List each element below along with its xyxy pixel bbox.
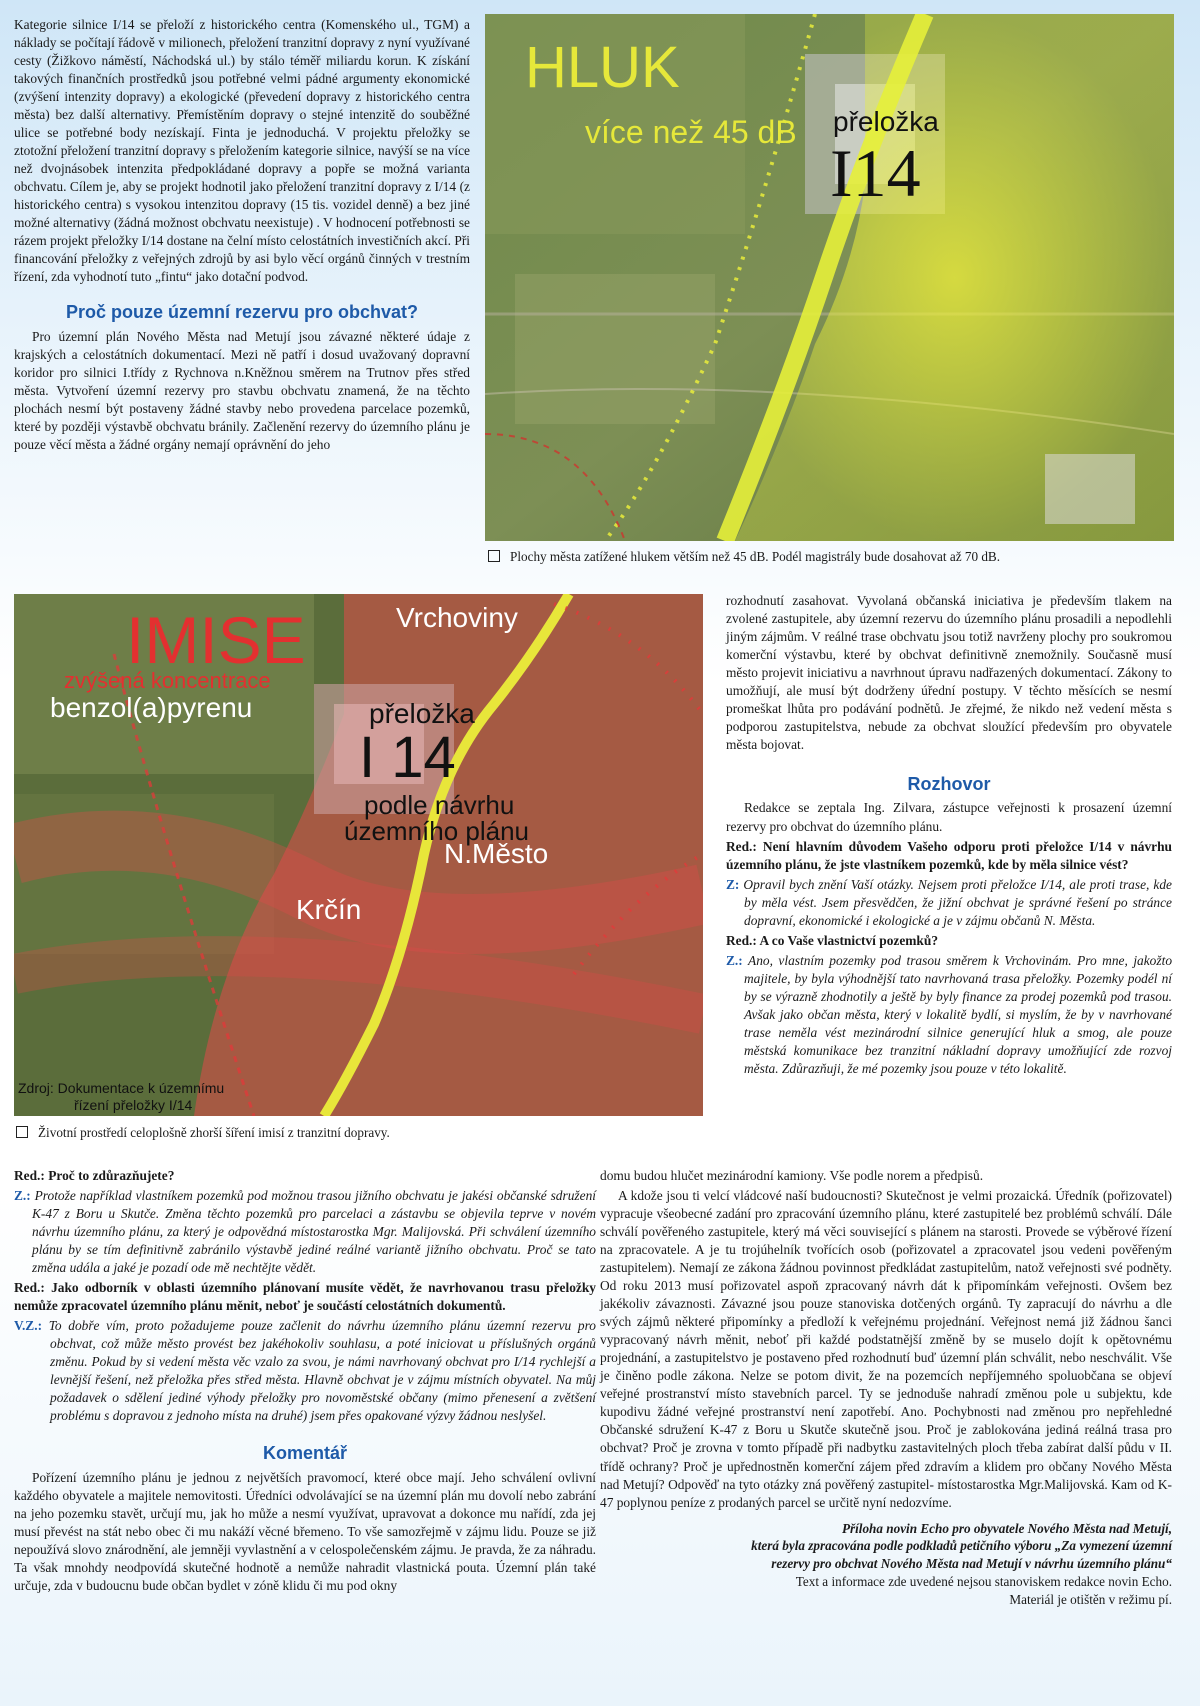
interview-answer-4: V.Z.: To dobře vím, proto požadujeme pouze začlenit do návrhu územního plánu územní rezervu pro obchvat, což může město provést bez jakéhokoliv souhlasu, a poté iniciovat u příslušných orgánů změnu. Pokud by si vedení města věc vzalo za svou, je námi navrhovaný obchvat pro I/14 rychlejší a levnější řešení, než přeložka přes střed města. Hlavně obchvat je v zájmu místních obyvatel. Na můj požadavek o sdělení jediné výhody přeložky pro novoměstské občany (mimo přenesení a zvětšení problému s dopravou z jednoho místa na druhé) jsem přes opakované výzvy žádnou neslyšel. xyxy=(14,1318,596,1424)
interview-answer-2: Z.: Ano, vlastním pozemky pod trasou směrem k Vrchovinám. Pro mne, jakožto majitele, by byla výhodnější tato navrhovaná trasa přeložky. Pozemky podél ní by se výrazně zhodnotily a ještě by byly finance za prodej pozemků pod trasou. Avšak jako občan města, který v lokalitě bydlí, si myslím, že by v navrhované trase neměla vést mezinárodní silnice generující hluk a smog, ale pouze městská komunikace bez tranzitní nákladní dopravy umožňující zde rozvoj města. Zdůrazňuji, že mé pozemky jsou pouze v této lokalitě. xyxy=(726,952,1173,1076)
noise-map xyxy=(485,14,1174,541)
emission-map-source-2: řízení přeložky I/14 xyxy=(74,1097,193,1113)
noise-map-label-prelozka: přeložka xyxy=(833,106,939,137)
heading-komentar: Komentář xyxy=(262,1443,347,1464)
emission-map-uzemniho: územního plánu xyxy=(344,816,530,846)
noise-map-caption: Plochy města zatížené hlukem větším než 45 dB. Podél magistrály bude dosahovat až 70 dB. xyxy=(488,548,1178,565)
checkbox-icon xyxy=(16,1126,28,1138)
proc-paragraph: Pro územní plán Nového Města nad Metují jsou závazné některé údaje z krajských a celostátních dokumentací. Mezi ně patří i dosud uvažovaný dopravní koridor pro silnici I.třídy z Rychnova n.Kněžnou směrem na Trutnov přes střed města. Vytvoření územní rezervy pro stavbu obchvatu znamená, že na těchto plochách nesmí být postaveny žádné stavby nebo provedena parcelace pozemků, které by později výstavbě obchvatu bránily. Začlenění rezervy do územního plánu je pouze věcí města a žádné orgány nemají oprávnění do jeho xyxy=(14,328,470,452)
right-paragraph: rozhodnutí zasahovat. Vyvolaná občanská iniciativa je především tlakem na zvolené zastupitele, aby územní rezervu do územního plánu prosadili a nepodlehli jiným zájmům. V reálné trase obchvatu jsou totiž navrženy plochy pro soukromou komerční výstavbu, které by obchvat definitivně znemožnily. Současně musí město projevit iniciativu a navrhnout úpravu nadřazených dokumentací. Zákony to umožňují, ale musí být dodrženy úřední postupy. V těchto měsících se nesmí promeškat lhůta pro podávání podnětů. Je zřejmé, že nikdo než vedení města s podporou zastupitelstva, nebude za obchvat sloužící především pro obyvatele města bojovat. xyxy=(726,593,1172,753)
komentar-paragraph: Pořízení územního plánu je jednou z největších pravomocí, které obce mají. Jeho schválení ovlivní každého obyvatele a majitele nemovitosti. Úředníci odvolávající se na územní plán mu dovolí nebo zabrání na jeho pozemku stavět, určují mu, jak ho může a nesmí využívat, upravovat a dokonce mu nařídí, zda jej musí převést na stát nebo obec či mu nakáží věcné břemeno. To vše samozřejmě v zájmu lidu. Pouze se již nepoužívá slovo znárodnění, ale jemněji vyvlastnění a v celospolečenském zájmu. Je pravda, že za náhradu. Ta však mnohdy neodpovídá skutečné hodnotě a nemůže nahradit vlastnická pouta. Územní plán také určuje, zda v budoucnu bude občan bydlet v zóně klidu či mu pod okny xyxy=(14,1469,596,1593)
interview-question-2: Red.: A co Vaše vlastnictví pozemků? xyxy=(726,932,939,948)
emission-map-i14: I 14 xyxy=(359,725,456,790)
interview-question-3: Red.: Proč to zdůrazňujete? xyxy=(14,1168,175,1183)
col-left-bottom xyxy=(14,1167,596,1597)
emission-map-caption: Životní prostředí celoplošně zhorší šíření imisí z tranzitní dopravy. xyxy=(16,1124,706,1141)
footer-bold-3: rezervy pro obchvat Nového Města nad Metují v návrhu územního plánu“ xyxy=(771,1556,1172,1572)
interview-question-4: Red.: Jako odborník v oblasti územního plánovaní musíte vědět, že navrhovanou trasu přeložky nemůže zpracovatel územního plánu měnit, neboť je součástí celostátních dokumentů. xyxy=(14,1280,596,1314)
emission-map xyxy=(14,594,703,1116)
footer-note-1: Text a informace zde uvedené nejsou stanoviskem redakce novin Echo. xyxy=(795,1574,1172,1590)
heading-proc: Proč pouze územní rezervu pro obchvat? xyxy=(65,302,419,323)
footer-bold-1: Příloha novin Echo pro obyvatele Nového Města nad Metují, xyxy=(841,1520,1172,1536)
checkbox-icon xyxy=(488,550,500,562)
intro-paragraph: Kategorie silnice I/14 se přeloží z historického centra (Komenského ul., TGM) a náklady se počítají řádově v milionech, přeložení tranzitní dopravy z nyní využívané cesty (Žižkovo náměstí, Náchodská ul.) by stálo téměř miliardu korun. K získání takových finančních prostředků jsou potřebné velmi pádné argumenty ekonomické (zvýšení intenzity dopravy) a ekologické (převedení dopravy z historického centra města) bez další alternativy. Přemístěním dopravy o stejné intenzitě do souběžné ulice se potřebné body nezískají. Finta je jednoduchá. V projektu přeložky se ztotožní přeložení tranzitní dopravy s přeložením kategorie silnice, navýší se na více než dvojnásobek intenzita předpokládané dopravy a popře se možná varianta obchvatu. Cílem je, aby se projekt hodnotil jako přeložení tranzitní dopravy z I/14 (z historického centra) s vysokou intenzitou dopravy (15 tis. vozidel denně) a bez jiné možné alternativy (žádná možnost obchvatu neexistuje) . V hodnocení potřebnosti se rázem projekt přeložky I/14 dostane na čelní místo celostátních investičních akcí. Při financování přeložky z veřejných zdrojů by asi bylo věcí orgánů činných v trestním řízení, zda vyhodnotí tuto „fintu“ jako dotační podvod. xyxy=(14,17,470,285)
r2-paragraph-1: domu budou hlučet mezinárodní kamiony. Vše podle norem a předpisů. xyxy=(600,1168,984,1183)
interview-answer-1: Z: Opravil bych znění Vaší otázky. Nejsem proti přeložce I/14, ale proti trase, kde by měla vést. Jsem přesvědčen, že jižní obchvat je správné řešení po stránce dopravní, ekonomické i ekologické a je v zájmu občanů N. Města. xyxy=(726,876,1172,928)
footer-bold-2: která byla zpracována podle podkladů petičního výboru „Za vymezení územní xyxy=(751,1538,1172,1554)
r2-paragraph-2: A kdože jsou ti velcí vládcové naší budoucnosti? Skutečnost je velmi prozaická. Úředník (pořizovatel) vypracuje všeobecné zadání pro zpracování územního plánu, které zastupitelé bez problémů schválí. Dále schválí pověřeného zastupitele, který má věci související s plánem na starosti. Provede se výběrové řízení na zpracovatele. A je tu trojúhelník tvořících osob (pořizovatel a zpracovatel jsou vedeni pověřeným zastupitelem). Nemají ze zákona žádnou povinnost předkládat zastupitelům, natož veřejnosti své podněty. Od roku 2013 musí pořizovatel aspoň zpracovaný návrh dát k připomínkám veřejnosti. Ovšem bez jakékoliv závaznosti. Závazné jsou pouze stanoviska dotčených orgánů. Ty zapracují do návrhu a dle svých zájmů některé připomínky a předloží k veřejnému projednání. Veřejnost nemá již žádnou šanci vypracovaný návrh měnit, neboť při každé podstatnější změně by se muselo dojít k opětovnému projednání, a zastupitelstvo je postaveno před rozhodnutí buď územní plán schválit, nebo neschválit. Vše je činěno podle zákona. Nelze se potom divit, že na pozemcích nepříjemného spoluobčana se objeví veřejné prostranství místo stavebních parcel. Ty se jednoduše nahradí změnou pole u subjektu, kde kupodivu žádné veřejné prostranství není zapotřebí. Ano. Pochybnosti nad změnou pro nepřehledné Občanské sdružení K-47 z Boru u Skutče skutečně jsou. Proč je zablokována jediná reálná trasa pro obchvat? Proč je zrovna v tomto případě při nadbytku zastavitelných ploch třeba zabírat další půdu v II. třídě ochrany? Proč je upřednostněn komerční zájem před zdravím a klidem pro občany Nového Města nad Metují? Odpověď na tyto otázky zná pověřený zastupitel- místostarostka Mgr.Malijovská. Kam od K-47 poplynou peníze z prodaných parcel se určitě nyní nedozvíme. xyxy=(600,1188,1172,1510)
emission-map-vrchoviny: Vrchoviny xyxy=(396,602,518,633)
emission-map-podle: podle návrhu xyxy=(364,790,515,820)
emission-map-nmesto: N.Město xyxy=(444,838,549,869)
footer xyxy=(600,1520,1172,1609)
noise-map-title: HLUK xyxy=(525,35,680,100)
interview-question-1: Red.: Není hlavním důvodem Vašeho odporu proti přeložce I/14 v návrhu územního plánu, že jste vlastníkem pozemků, kde by měla silnice vést? xyxy=(726,838,1172,872)
emission-map-sub1: zvýšená koncentrace xyxy=(64,668,271,693)
col-right-bottom xyxy=(600,1167,1172,1609)
col-left-top xyxy=(14,16,470,456)
emission-map-prelozka: přeložka xyxy=(369,698,475,729)
col-right-middle xyxy=(726,592,1172,1080)
noise-map-label-i14: I14 xyxy=(830,135,921,211)
emission-map-krcin: Krčín xyxy=(296,894,362,925)
emission-map-title: IMISE xyxy=(126,603,306,677)
noise-map-subtitle: více než 45 dB xyxy=(585,114,797,150)
interview-answer-3: Z.: Protože například vlastníkem pozemků pod možnou trasou jižního obchvatu je jakési občanské sdružení K-47 z Boru u Skutče. Změna těchto pozemků pro parcelaci a zástavbu se objevila teprve v novém návrhu územního plánu, za který je odpovědná místostarostka Mgr. Malijovská. Při schválení územního plánu by se tím definitivně zabránilo výstavbě jediné reálné variantě jižního obchvatu. Proč se tato změna udála a jaké je pozadí ode mě nechtějte vědět. xyxy=(14,1188,596,1276)
emission-map-source-1: Zdroj: Dokumentace k územnímu xyxy=(18,1080,225,1096)
emission-map-sub2: benzol(a)pyrenu xyxy=(50,692,253,723)
rozhovor-intro: Redakce se zeptala Ing. Zilvara, zástupce veřejnosti k prosazení územní rezervy pro obchvat do územního plánu. xyxy=(726,800,1172,834)
heading-rozhovor: Rozhovor xyxy=(907,774,991,795)
footer-note-2: Materiál je otištěn v režimu pí. xyxy=(1009,1591,1172,1607)
